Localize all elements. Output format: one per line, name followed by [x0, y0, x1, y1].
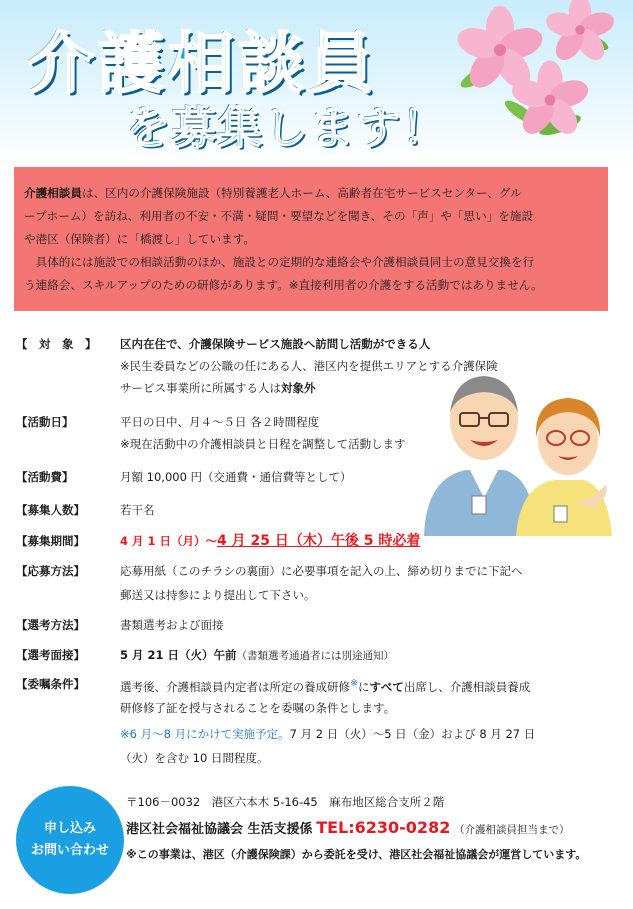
activity-days-label: 【活動日】 [16, 415, 74, 429]
selection-main: 書類選考および面接 [120, 618, 224, 632]
target-label: 【 対 象 】 [16, 337, 97, 351]
intro-para1-line3: や港区（保険者）に「橋渡し」しています。 [24, 232, 255, 246]
conditions-label: 【委嘱条件】 [16, 677, 85, 691]
method-line1: 応募用紙（このチラシの裏面）に必要事項を記入の上、締め切りまでに下記へ [120, 564, 523, 578]
azalea-flowers-illustration [440, 0, 625, 150]
method-line2: 郵送又は持参により提出して下さい。 [120, 588, 316, 602]
activity-fee-main: 月額 10,000 円（交通費・通信費等として） [120, 470, 352, 484]
recruit-count-label: 【募集人数】 [16, 503, 85, 517]
intro-para2-line1: 具体的には施設での相談活動のほか、施設との定期的な連絡会や介護相談員同士の意見交換を行 [24, 255, 535, 269]
recruit-count-main: 若干名 [120, 503, 155, 517]
intro-para1-line2: ープホーム）を訪ね、利用者の不安・不満・疑問・要望などを聞き、その「声」や「思い」を施設 [24, 209, 534, 223]
period-end: 4 月 25 日（木）午後 5 時必着 [217, 533, 421, 549]
period-label: 【募集期間】 [16, 534, 85, 548]
contact-footer-note: ※この事業は、港区（介護保険課）から委託を受け、港区社会福祉協議会が運営しています。 [126, 848, 587, 861]
conditions-line2: 研修修了証を授与されることを委嘱の条件とします。 [120, 701, 396, 715]
activity-fee-label: 【活動費】 [16, 470, 74, 484]
conditions-note1: ※6 月～8 月にかけて実施予定。7 月 2 日（火）～5 日（金）および 8 月 27 日 [120, 727, 536, 741]
period-value [120, 530, 420, 552]
activity-days-note: ※現在活動中の介護相談員と日程を調整して活動します [120, 437, 406, 451]
selection-label: 【選考方法】 [16, 618, 85, 632]
contact-badge-line2: お問い合わせ [30, 843, 109, 858]
target-note1: ※民生委員などの公職の任にある人、港区内を提供エリアとする介護保険 [120, 359, 498, 373]
interview-label: 【選考面接】 [16, 648, 85, 662]
target-main: 区内在住で、介護保険サービス施設へ訪問し活動ができる人 [120, 337, 431, 351]
interview-value [120, 644, 394, 667]
contact-org-line [126, 818, 569, 837]
intro-keyword: 介護相談員 [24, 186, 82, 200]
contact-org: 港区社会福祉協議会 生活支援係 [126, 822, 313, 837]
period-start: 4 月 1 日（月）～ [120, 534, 218, 548]
conditions-line1: 選考後、介護相談員内定者は所定の養成研修※にすべて出席し、介護相談員養成 [120, 678, 531, 694]
contact-badge [16, 786, 124, 894]
main-title: 介護相談員 [28, 25, 378, 102]
interview-note: （書類選考通過者には別途通知） [236, 650, 395, 662]
header-banner [0, 0, 633, 165]
interview-date: 5 月 21 日（火）午前 [120, 648, 237, 662]
contact-address: 〒106－0032 港区六本木 5-16-45 麻布地区総合支所２階 [126, 795, 445, 809]
conditions-note2: （火）を含む 10 日間程度。 [120, 751, 269, 765]
contact-tel: TEL:6230-0282 [316, 818, 451, 837]
target-note2: サービス事業所に所属する人は対象外 [120, 381, 316, 395]
intro-para2-line2: う連絡会、スキルアップのための研修があります。※直接利用者の介護をする活動ではありません。 [24, 278, 543, 292]
intro-para1-line1: 介護相談員は、区内の介護保険施設（特別養護老人ホーム、高齢者在宅サービスセンター、グル [24, 186, 522, 200]
sub-title: を募集します！ [126, 103, 448, 154]
elderly-couple-illustration [416, 358, 612, 536]
contact-badge-line1: 申し込み [43, 821, 96, 836]
contact-tel-note: （介護相談員担当まで） [453, 824, 570, 836]
intro-box [14, 167, 608, 311]
activity-days-main: 平日の日中、月４～５日 各２時間程度 [120, 415, 320, 429]
method-label: 【応募方法】 [16, 564, 85, 578]
